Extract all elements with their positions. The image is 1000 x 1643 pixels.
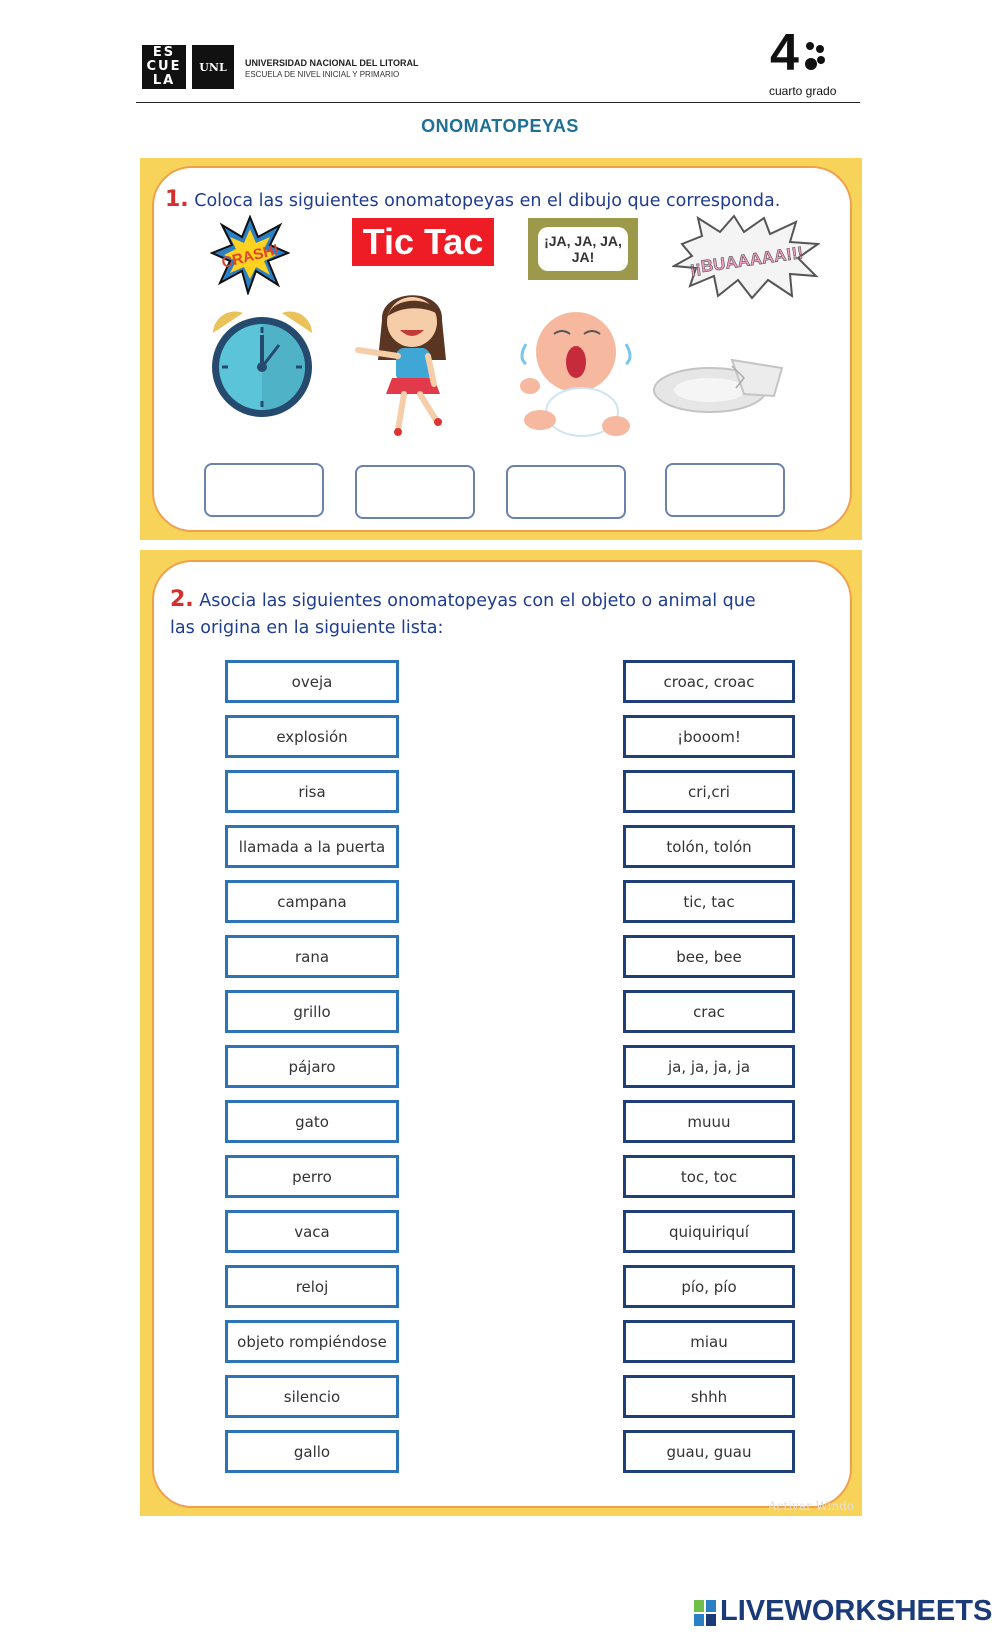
left-item[interactable]: vaca	[225, 1210, 399, 1253]
school-name: ESCUELA DE NIVEL INICIAL Y PRIMARIO	[245, 70, 400, 79]
brand-name: LIVEWORKSHEETS	[720, 1595, 993, 1627]
answer-input-baby[interactable]	[506, 465, 626, 519]
answer-input-plate[interactable]	[665, 463, 785, 517]
left-item[interactable]: reloj	[225, 1265, 399, 1308]
page-title: ONOMATOPEYAS	[421, 116, 579, 136]
left-item[interactable]: campana	[225, 880, 399, 923]
right-item[interactable]: quiquiriquí	[623, 1210, 795, 1253]
left-item[interactable]: grillo	[225, 990, 399, 1033]
school-logo	[142, 45, 186, 89]
grade-label: cuarto grado	[769, 84, 837, 98]
broken-plate-icon	[648, 350, 788, 420]
right-item[interactable]: shhh	[623, 1375, 795, 1418]
left-item[interactable]: gallo	[225, 1430, 399, 1473]
right-item[interactable]: crac	[623, 990, 795, 1033]
right-item[interactable]: ja, ja, ja, ja	[623, 1045, 795, 1088]
right-item[interactable]: cri,cri	[623, 770, 795, 813]
alarm-clock-icon	[205, 305, 320, 420]
section2-instruction	[170, 586, 756, 642]
right-item[interactable]: tic, tac	[623, 880, 795, 923]
left-item[interactable]: silencio	[225, 1375, 399, 1418]
section1-instruction-text: Coloca las siguientes onomatopeyas en el dibujo que corresponda.	[194, 191, 781, 211]
right-item[interactable]: muuu	[623, 1100, 795, 1143]
right-item[interactable]: guau, guau	[623, 1430, 795, 1473]
section2-number: 2.	[170, 587, 194, 612]
answer-input-girl[interactable]	[355, 465, 475, 519]
answer-input-clock[interactable]	[204, 463, 324, 517]
university-name: UNIVERSIDAD NACIONAL DEL LITORAL	[245, 58, 419, 68]
header-divider	[136, 102, 860, 103]
left-item[interactable]: oveja	[225, 660, 399, 703]
right-item[interactable]: ¡booom!	[623, 715, 795, 758]
tictac-label: Tic Tac	[352, 218, 494, 266]
section1-number: 1.	[165, 187, 189, 212]
left-item[interactable]: risa	[225, 770, 399, 813]
left-item[interactable]: perro	[225, 1155, 399, 1198]
logo-text-1: ES	[152, 45, 176, 60]
section1-instruction	[165, 187, 780, 212]
left-item[interactable]: pájaro	[225, 1045, 399, 1088]
unl-logo: UNL	[192, 45, 234, 89]
section2-instruction-line1: Asocia las siguientes onomatopeyas con el objeto o animal que	[199, 591, 756, 611]
right-item[interactable]: tolón, tolón	[623, 825, 795, 868]
left-item[interactable]: rana	[225, 935, 399, 978]
crying-baby-icon	[510, 300, 640, 450]
right-item[interactable]: croac, croac	[623, 660, 795, 703]
buaa-text: ¡¡BUAAAAA!!!	[688, 243, 805, 278]
watermark: Activar Windo	[768, 1499, 855, 1513]
right-item[interactable]: toc, toc	[623, 1155, 795, 1198]
left-item[interactable]: gato	[225, 1100, 399, 1143]
liveworksheets-logo-icon	[694, 1600, 716, 1626]
section2-instruction-line2: las origina en la siguiente lista:	[170, 618, 444, 638]
right-item[interactable]: pío, pío	[623, 1265, 795, 1308]
buaa-burst-icon	[672, 214, 820, 300]
right-item[interactable]: miau	[623, 1320, 795, 1363]
crash-burst-icon	[210, 215, 290, 295]
jaja-comic	[528, 218, 638, 280]
laughing-girl-icon	[352, 280, 472, 445]
jaja-text: ¡JA, JA, JA, JA!	[538, 227, 628, 271]
left-item[interactable]: llamada a la puerta	[225, 825, 399, 868]
grade-number: 4	[770, 24, 799, 82]
paw-icon	[802, 40, 826, 74]
logo-text-3: LA	[152, 73, 176, 88]
crash-text: CRASH!	[220, 241, 281, 272]
right-item[interactable]: bee, bee	[623, 935, 795, 978]
left-item[interactable]: objeto rompiéndose	[225, 1320, 399, 1363]
logo-text-2: CUE	[146, 59, 182, 74]
left-item[interactable]: explosión	[225, 715, 399, 758]
